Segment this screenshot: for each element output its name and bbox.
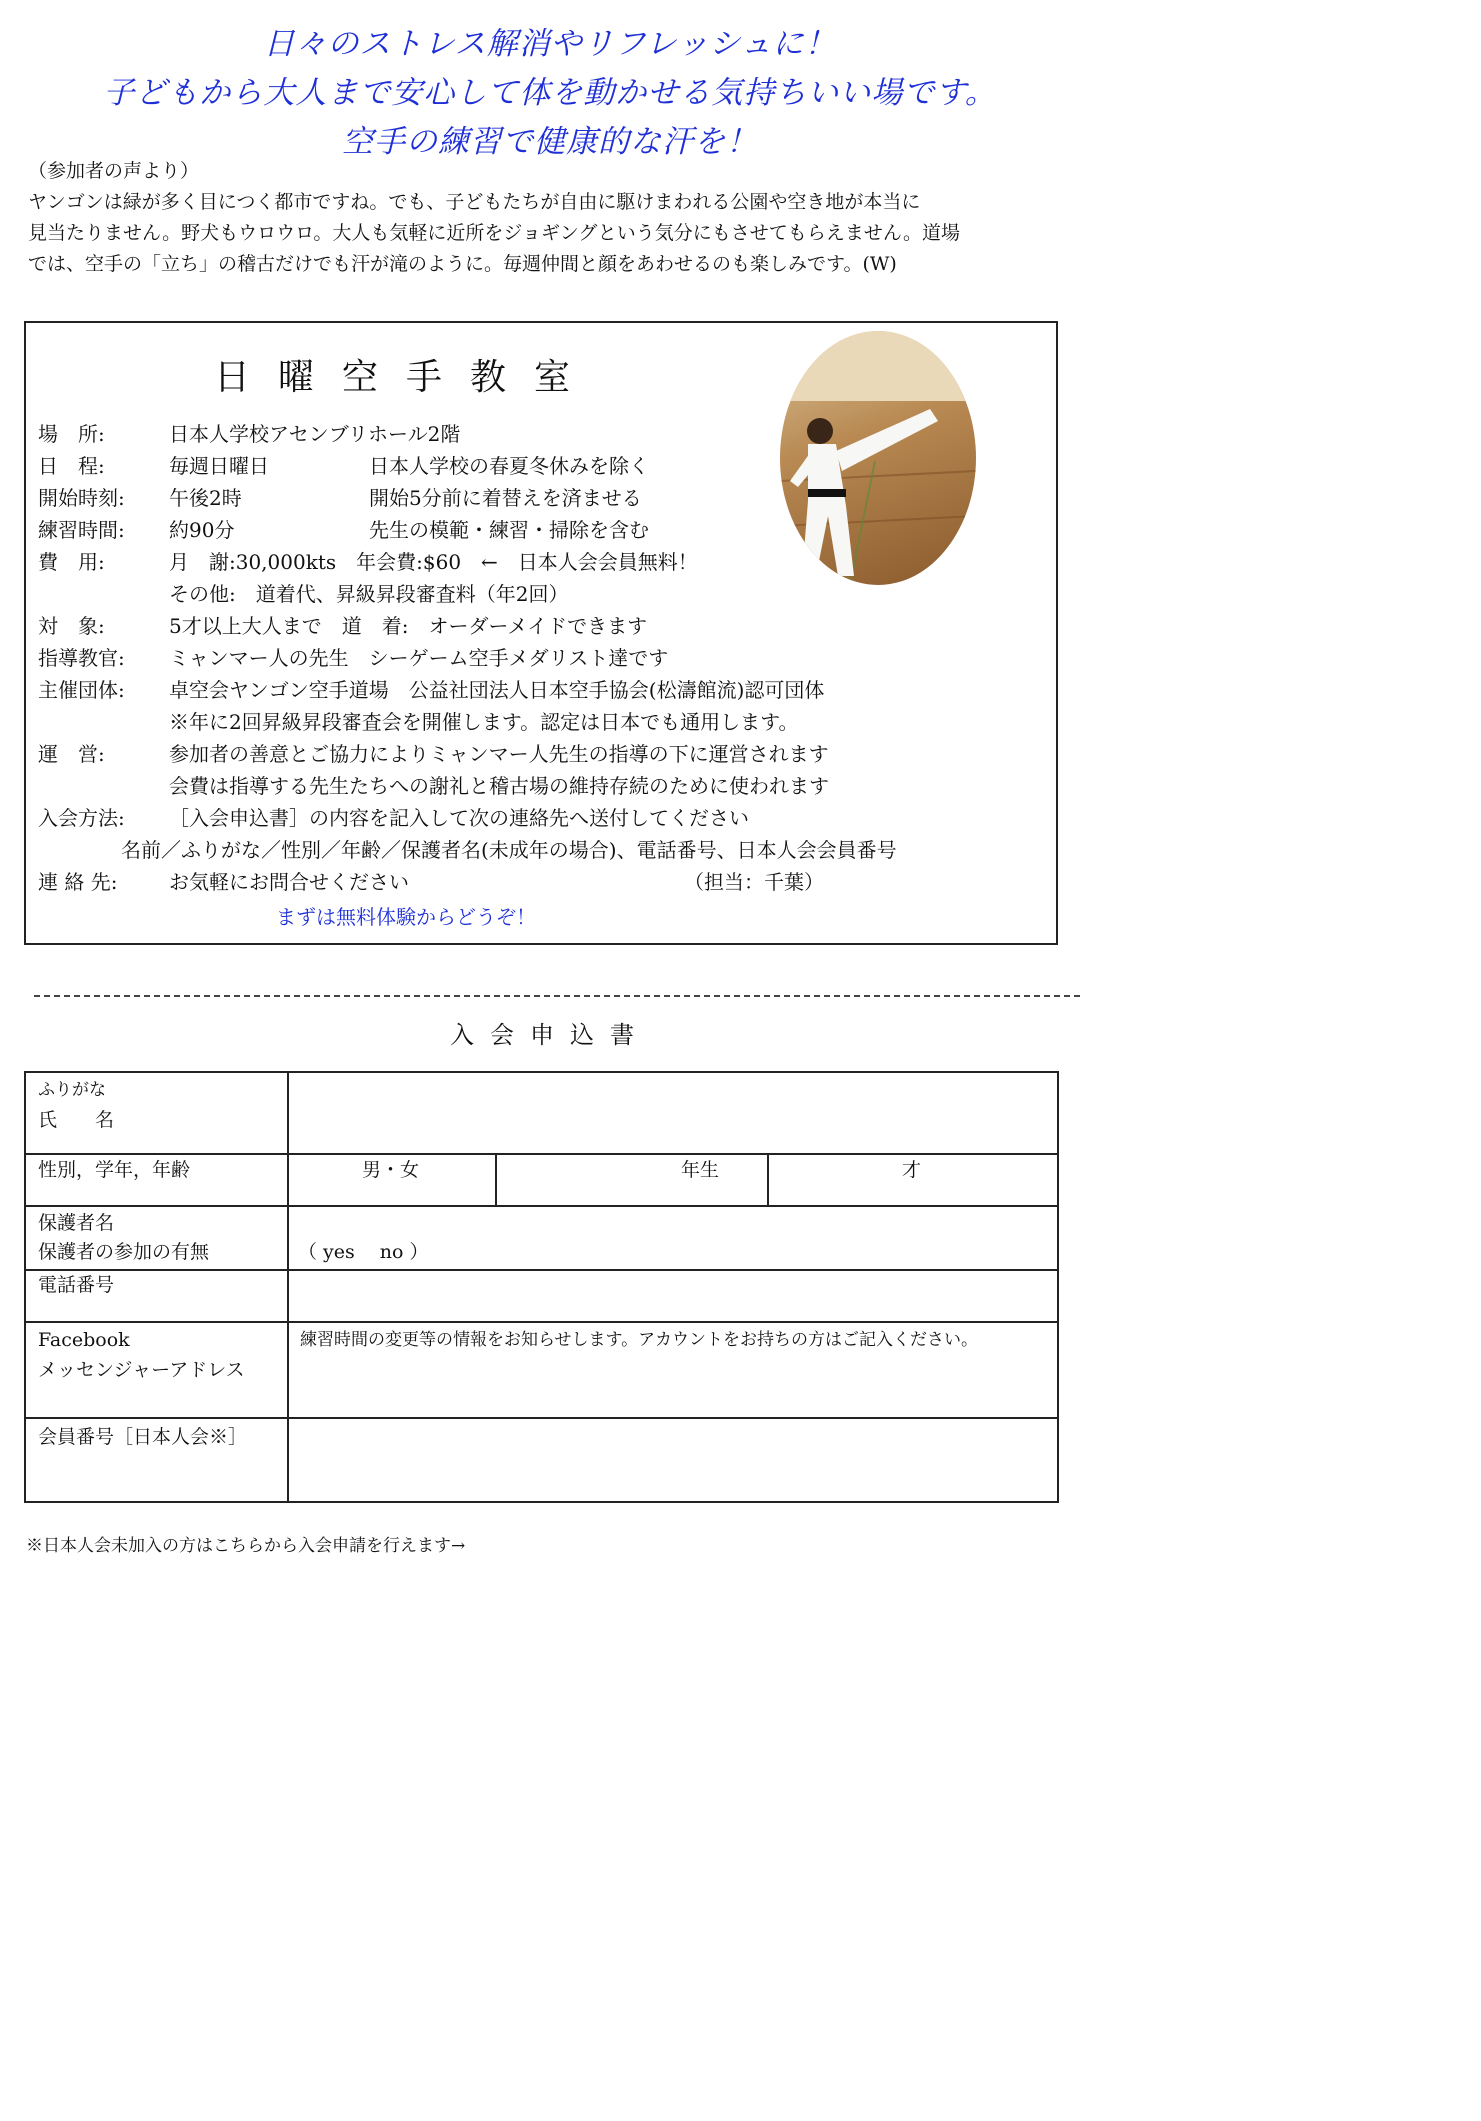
phone-label: 電話番号 (38, 1274, 115, 1296)
contact-person: （担当：千葉） (684, 870, 824, 894)
info-value: ミャンマー人の先生 シーゲーム空手メダリスト達です (169, 646, 669, 670)
info-value: ［入会申込書］の内容を記入して次の連絡先へ送付してください (169, 806, 749, 830)
info-value: 毎週日曜日 (169, 454, 269, 478)
info-value: ※年に2回昇級昇段審査会を開催します。認定は日本でも通用します。 (169, 710, 799, 734)
gender-grade-age-label: 性別，学年，年齢 (38, 1159, 191, 1181)
voice-caption: （参加者の声より） (28, 160, 200, 182)
member-number-field[interactable] (289, 1419, 1057, 1501)
age-field[interactable]: 才 (902, 1159, 922, 1181)
grade-field[interactable]: 年生 (681, 1159, 720, 1181)
karate-photo (780, 331, 976, 585)
info-value: 会費は指導する先生たちへの謝礼と稽古場の維持存続のために使われます (169, 774, 829, 798)
info-label: 入会方法: (38, 806, 125, 830)
info-value: 5才以上大人まで 道 着: オーダーメイドできます (169, 614, 648, 638)
gender-field[interactable]: 男・女 (362, 1159, 420, 1181)
facebook-label: Facebook (38, 1329, 130, 1351)
messenger-field[interactable] (289, 1355, 1057, 1415)
info-label: 練習時間: (38, 518, 125, 542)
facebook-note: 練習時間の変更等の情報をお知らせします。アカウントをお持ちの方はご記入ください。 (300, 1330, 978, 1350)
info-label: 場 所: (38, 422, 105, 446)
info-label: 対 象: (38, 614, 105, 638)
messenger-address-label: メッセンジャーアドレス (38, 1359, 245, 1381)
info-label: 日 程: (38, 454, 105, 478)
info-value: 月 謝:30,000kts 年会費:$60 ← 日本人会会員無料！ (169, 550, 698, 574)
name-label: 氏 名 (38, 1109, 115, 1131)
class-title: 日曜空手教室 (213, 357, 598, 398)
furigana-label: ふりがな (38, 1080, 106, 1100)
free-trial-text: まずは無料体験からどうぞ！ (276, 905, 536, 929)
cell-divider (767, 1153, 769, 1205)
info-label: 開始時刻: (38, 486, 125, 510)
info-value: 午後2時 (169, 486, 242, 510)
phone-field[interactable] (289, 1271, 1057, 1321)
application-form (24, 1071, 1059, 1503)
participant-voice (28, 156, 1088, 280)
cell-divider (495, 1153, 497, 1205)
karate-figure-icon (780, 331, 976, 585)
guardian-name-label: 保護者名 (38, 1212, 115, 1234)
voice-line: では、空手の「立ち」の稽古だけでも汗が滝のように。毎週仲間と顔をあわせるのも楽しみです。(W) (28, 253, 897, 275)
info-label: 指導教官: (38, 646, 125, 670)
row-divider (26, 1205, 1057, 1207)
headline-line-3: 空手の練習で健康的な汗を！ (342, 124, 758, 160)
info-value: 卓空会ヤンゴン空手道場 公益社団法人日本空手協会(松濤館流)認可団体 (169, 678, 825, 702)
guardian-participation-field[interactable]: （ yes no ） (298, 1241, 429, 1263)
info-note: 日本人学校の春夏冬休みを除く (369, 454, 649, 478)
info-value: 約90分 (169, 518, 235, 542)
row-divider (26, 1321, 1057, 1323)
info-value: お気軽にお問合せください (169, 870, 409, 894)
voice-line: ヤンゴンは緑が多く目につく都市ですね。でも、子どもたちが自由に駆けまわれる公園や空き地が本当に (28, 191, 921, 213)
info-note: 開始5分前に着替えを済ませる (369, 486, 642, 510)
info-label: 運 営: (38, 742, 105, 766)
info-value: 参加者の善意とご協力によりミャンマー人先生の指導の下に運営されます (169, 742, 829, 766)
guardian-participation-label: 保護者の参加の有無 (38, 1241, 210, 1263)
info-value: 名前／ふりがな／性別／年齢／保護者名(未成年の場合)、電話番号、日本人会会員番号 (121, 838, 897, 862)
cut-line (34, 995, 1080, 997)
info-label: 連 絡 先: (38, 870, 118, 894)
info-label: 主催団体: (38, 678, 125, 702)
member-number-label: 会員番号［日本人会※］ (38, 1426, 248, 1448)
info-label: 費 用: (38, 550, 105, 574)
info-value: 日本人学校アセンブリホール2階 (169, 422, 461, 446)
voice-line: 見当たりません。野犬もウロウロ。大人も気軽に近所をジョギングという気分にもさせてもらえません。道場 (28, 222, 960, 244)
info-note: 先生の模範・練習・掃除を含む (369, 518, 649, 542)
headline-line-1: 日々のストレス解消やリフレッシュに！ (263, 26, 837, 62)
name-field[interactable] (289, 1073, 1057, 1153)
row-divider (26, 1153, 1057, 1155)
footnote: ※日本人会未加入の方はこちらから入会申請を行えます→ (26, 1536, 466, 1556)
form-title: 入会申込書 (450, 1021, 650, 1049)
headline-line-2: 子どもから大人まで安心して体を動かせる気持ちいい場です。 (103, 75, 997, 111)
info-value: その他: 道着代、昇級昇段審査料（年2回） (169, 582, 569, 606)
